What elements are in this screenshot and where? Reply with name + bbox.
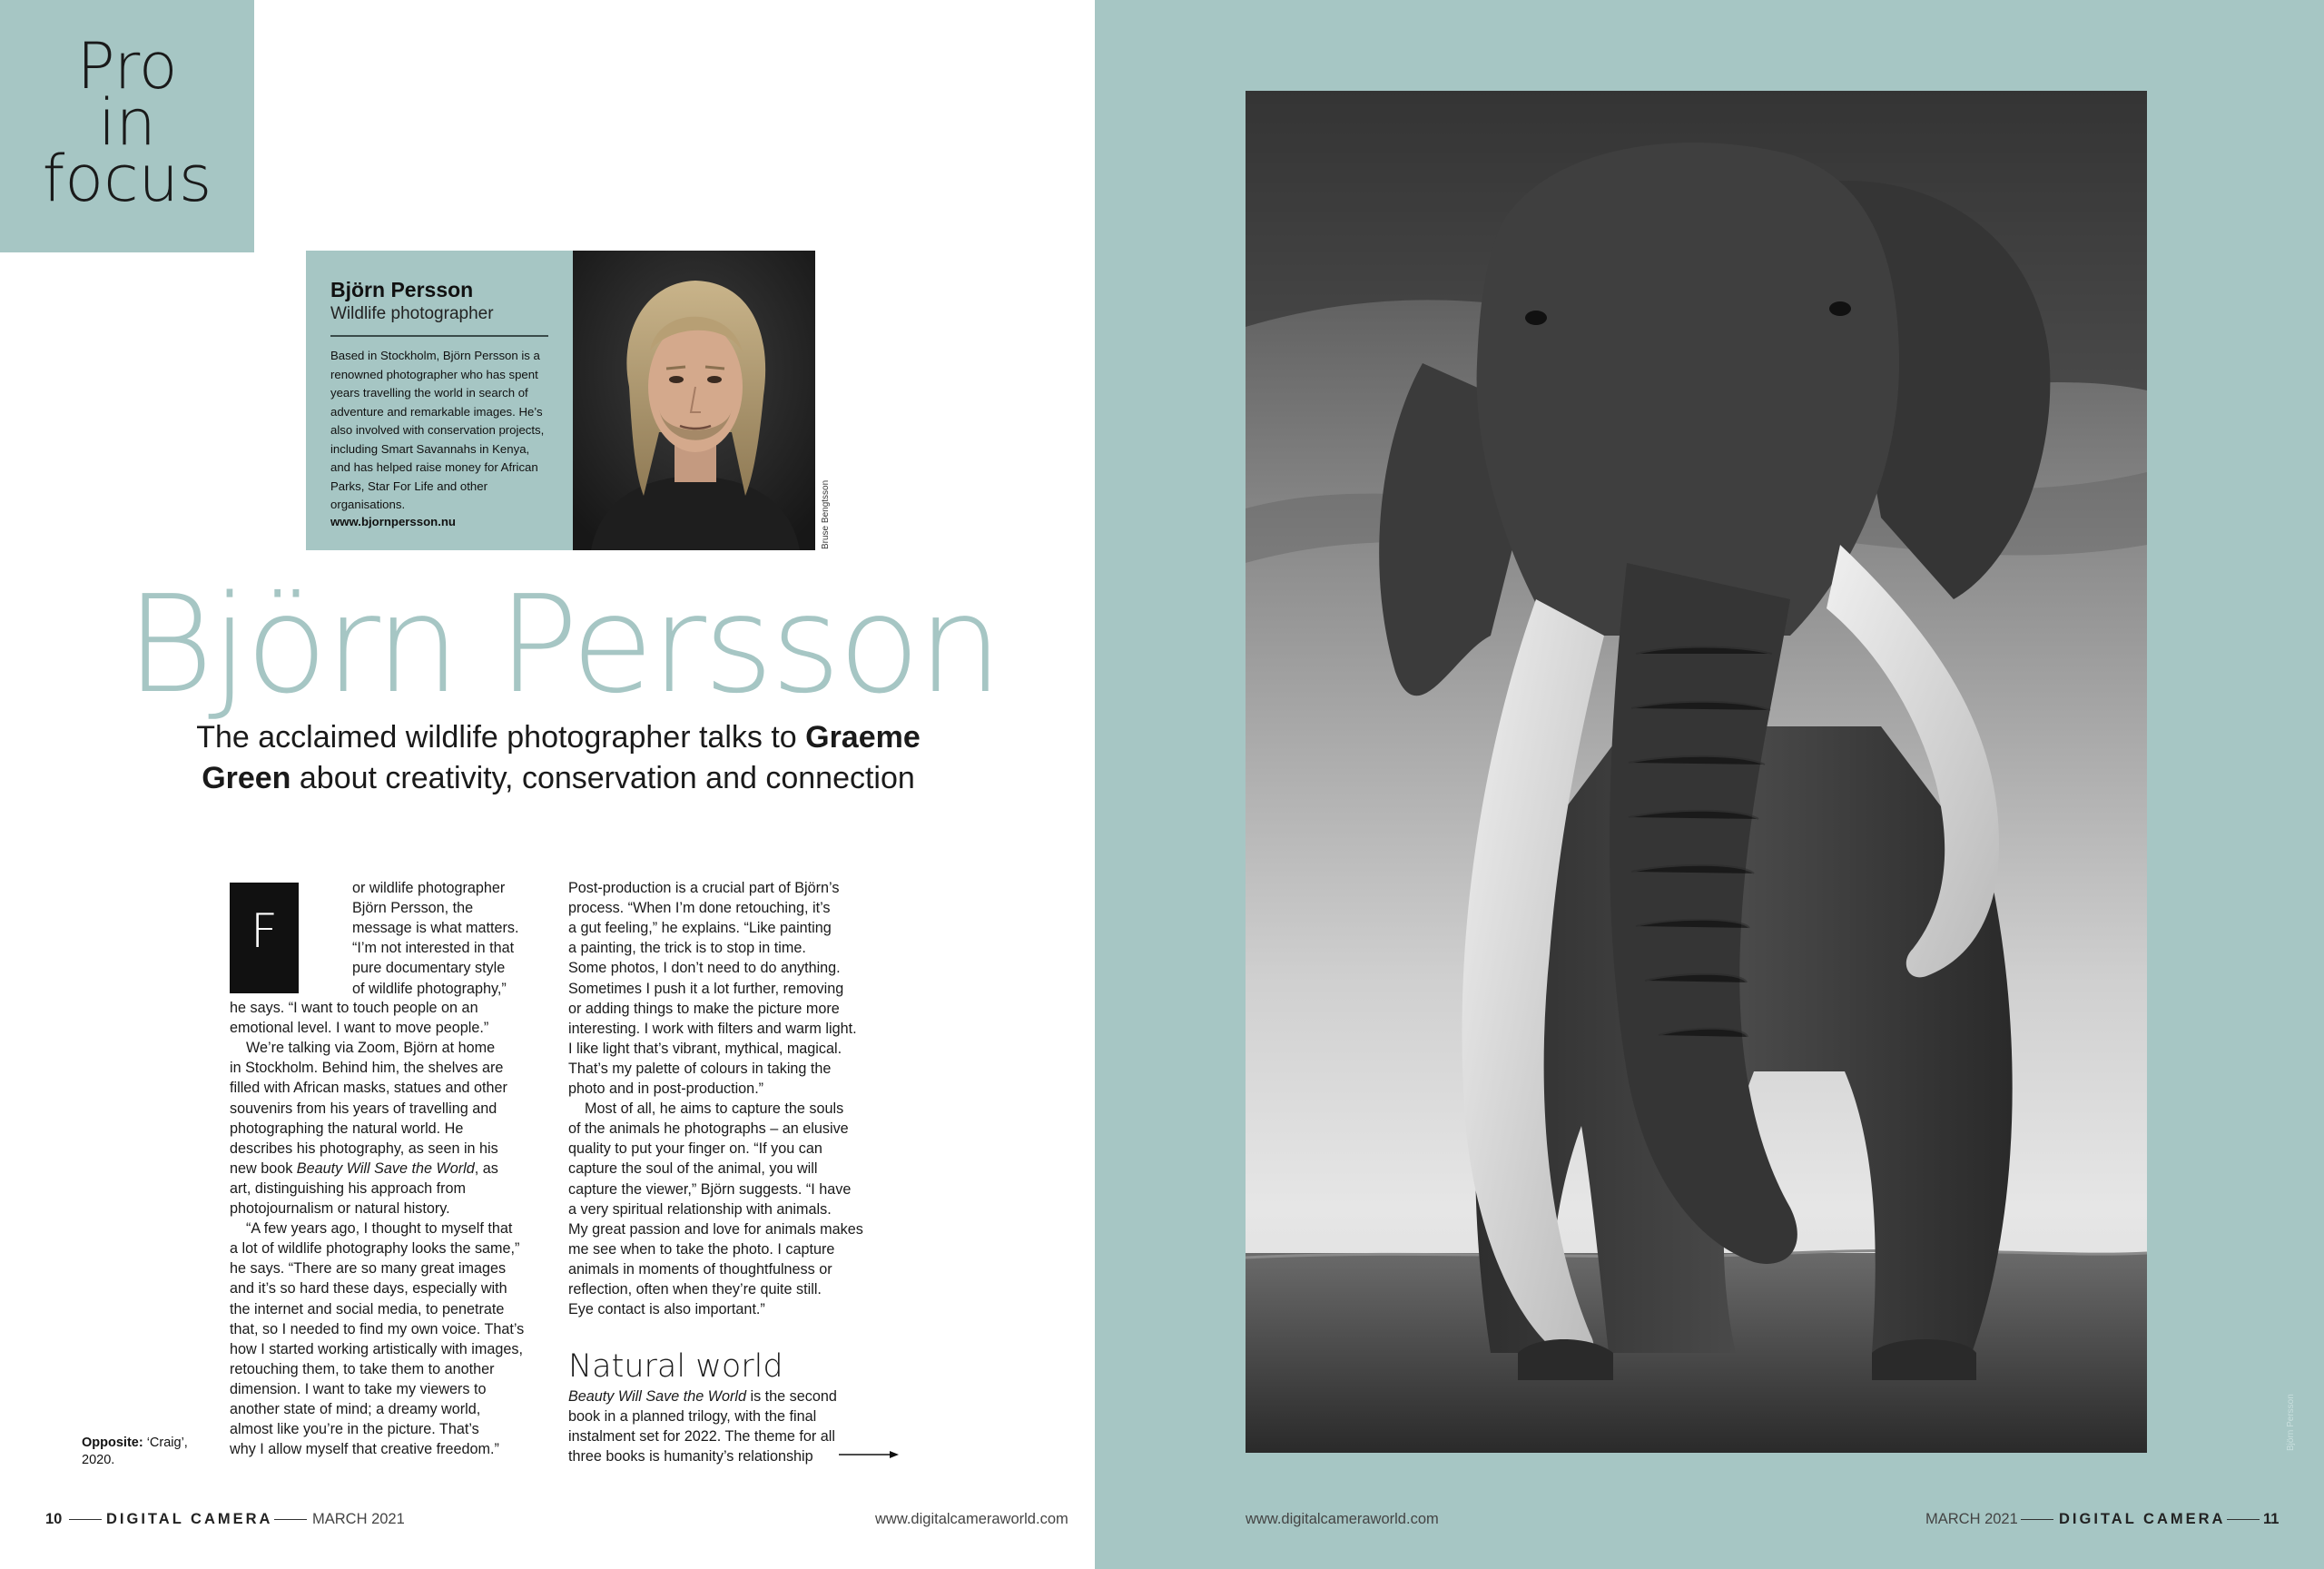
body-text-line: how I started working artistically with images, bbox=[230, 1340, 523, 1357]
section-tab-line: focus bbox=[42, 142, 212, 216]
body-text-line: interesting. I work with filters and warm light. bbox=[568, 1020, 857, 1037]
body-text-line: filled with African masks, statues and other bbox=[230, 1080, 507, 1097]
body-text-line: Most of all, he aims to capture the souls bbox=[585, 1100, 844, 1118]
body-text-line: photojournalism or natural history. bbox=[230, 1200, 450, 1217]
caption-label: Opposite: bbox=[82, 1436, 143, 1450]
body-text-line: another state of mind; a dreamy world, bbox=[230, 1401, 481, 1417]
profile-name: Björn Persson bbox=[330, 278, 474, 301]
body-text-line: three books is humanity’s relationship bbox=[568, 1448, 813, 1465]
body-text-line: Björn Persson, the bbox=[352, 900, 474, 917]
footer-rule bbox=[274, 1519, 307, 1520]
standfirst bbox=[191, 717, 926, 799]
profile-bio: Based in Stockholm, Björn Persson is a renowned photographer who has spent years travelling the world in search of adventure and remarkable images. He’s also involved with conservation projects, including Smart Savannahs in Kenya, and has helped raise money for African Parks, Star For Life and other organisations. bbox=[330, 349, 545, 511]
body-text-line: dimension. I want to take my viewers to bbox=[230, 1380, 487, 1397]
body-text-line: photo and in post-production.” bbox=[568, 1081, 764, 1097]
body-text-line: reflection, often when they’re quite still. bbox=[568, 1281, 822, 1298]
footer-date: MARCH 2021 bbox=[312, 1511, 405, 1527]
footer-rule bbox=[2227, 1519, 2260, 1520]
standfirst-interviewer: Graeme Green bbox=[202, 720, 921, 795]
headline: Björn Persson bbox=[125, 567, 1000, 723]
body-text-line: the internet and social media, to penetrate bbox=[230, 1300, 505, 1317]
body-text-line: a gut feeling,” he explains. “Like painting bbox=[568, 920, 832, 937]
footer-magazine-name-right: DIGITAL CAMERA bbox=[2059, 1511, 2226, 1527]
body-text-line: My great passion and love for animals makes bbox=[568, 1220, 863, 1238]
body-text-line: animals in moments of thoughtfulness or bbox=[568, 1260, 832, 1278]
body-text-line: me see when to take the photo. I capture bbox=[568, 1240, 835, 1258]
body-text-line: Post-production is a crucial part of Björn’s bbox=[568, 880, 840, 896]
section-tab bbox=[0, 0, 254, 252]
body-text-line: of the animals he photographs – an elusive bbox=[568, 1120, 849, 1138]
body-text-line: That’s my palette of colours in taking the bbox=[568, 1060, 832, 1077]
body-text-line: in Stockholm. Behind him, the shelves are bbox=[230, 1060, 504, 1077]
body-text-line: We’re talking via Zoom, Björn at home bbox=[246, 1040, 496, 1057]
left-page bbox=[0, 0, 1095, 1569]
body-text-line: quality to put your finger on. “If you can bbox=[568, 1140, 822, 1158]
footer-page-number: 10 bbox=[45, 1511, 63, 1527]
body-text-line: Beauty Will Save the World is the second bbox=[568, 1388, 837, 1405]
elephant-illustration bbox=[1246, 91, 2147, 1453]
body-text-line: or adding things to make the picture more bbox=[568, 1000, 840, 1017]
body-text-line: why I allow myself that creative freedom.” bbox=[230, 1441, 499, 1458]
body-text-line: message is what matters. bbox=[352, 920, 519, 937]
body-text-line: photographing the natural world. He bbox=[230, 1120, 464, 1137]
portrait-illustration bbox=[573, 251, 815, 550]
body-text-line: of wildlife photography,” bbox=[352, 980, 507, 997]
profile-url[interactable]: www.bjornpersson.nu bbox=[330, 514, 456, 528]
body-text-line: Eye contact is also important.” bbox=[568, 1301, 765, 1318]
body-text-line: or wildlife photographer bbox=[352, 880, 506, 896]
dropcap bbox=[230, 883, 299, 993]
section-tab-line: in bbox=[98, 85, 156, 160]
body-text-line: I like light that’s vibrant, mythical, magical. bbox=[568, 1040, 842, 1057]
profile-box bbox=[306, 251, 815, 550]
body-text-line: Sometimes I push it a lot further, removing bbox=[568, 980, 844, 997]
body-text-line: that, so I needed to find my own voice. That’s bbox=[230, 1320, 525, 1337]
body-text-line: art, distinguishing his approach from bbox=[230, 1179, 467, 1197]
caption-text: ‘Craig’, 2020. bbox=[82, 1436, 188, 1467]
body-text-line: he says. “There are so many great images bbox=[230, 1260, 507, 1278]
footer-rule bbox=[2021, 1519, 2053, 1520]
body-text-line: capture the viewer,” Björn suggests. “I have bbox=[568, 1180, 852, 1198]
standfirst-part2: about creativity, conservation and connection bbox=[290, 761, 915, 795]
body-text-line: a very spiritual relationship with animals. bbox=[568, 1200, 832, 1218]
body-text-line: Some photos, I don’t need to do anything. bbox=[568, 960, 841, 977]
body-text-line: a lot of wildlife photography looks the same,” bbox=[230, 1240, 520, 1258]
body-text-line: a painting, the trick is to stop in time. bbox=[568, 940, 806, 957]
body-text-line: process. “When I’m done retouching, it’s bbox=[568, 900, 831, 917]
dropcap-letter: F bbox=[251, 904, 278, 959]
subhead: Natural world bbox=[568, 1348, 783, 1385]
body-text-line: he says. “I want to touch people on an bbox=[230, 1000, 478, 1016]
elephant-photo bbox=[1246, 91, 2147, 1453]
body-text-line: retouching them, to take them to another bbox=[230, 1360, 495, 1377]
footer-url-right[interactable]: www.digitalcameraworld.com bbox=[1246, 1511, 1439, 1527]
portrait-credit: Bruse Bengtsson bbox=[821, 479, 831, 549]
body-text-line: describes his photography, as seen in his bbox=[230, 1140, 498, 1157]
body-text-line: “I’m not interested in that bbox=[352, 940, 515, 957]
body-text-line: capture the soul of the animal, you will bbox=[568, 1160, 818, 1178]
body-text-line: and it’s so hard these days, especially with bbox=[230, 1280, 507, 1298]
photo-caption bbox=[82, 1435, 209, 1469]
portrait-photo bbox=[573, 251, 815, 550]
body-text-line: pure documentary style bbox=[352, 960, 506, 977]
footer-rule bbox=[69, 1519, 102, 1520]
body-text-line: almost like you’re in the picture. That’s bbox=[230, 1421, 479, 1438]
section-tab-line: Pro bbox=[76, 29, 178, 104]
body-text-line: instalment set for 2022. The theme for all bbox=[568, 1428, 835, 1446]
standfirst-part1: The acclaimed wildlife photographer talks to bbox=[196, 720, 806, 755]
footer-date-right: MARCH 2021 bbox=[1925, 1511, 2018, 1527]
body-text-line: book in a planned trilogy, with the final bbox=[568, 1408, 817, 1426]
footer-page-number-right: 11 bbox=[2263, 1511, 2280, 1527]
elephant-photo-credit: Björn Persson bbox=[2286, 1394, 2296, 1451]
profile-text bbox=[330, 278, 548, 528]
footer-magazine-name: DIGITAL CAMERA bbox=[106, 1511, 273, 1527]
body-text-line: new book Beauty Will Save the World, as bbox=[230, 1159, 498, 1177]
profile-role: Wildlife photographer bbox=[330, 304, 548, 337]
body-text-line: “A few years ago, I thought to myself that bbox=[246, 1220, 513, 1238]
body-text-line: souvenirs from his years of travelling and bbox=[230, 1100, 497, 1117]
body-text-line: emotional level. I want to move people.” bbox=[230, 1020, 489, 1037]
continue-arrow-icon bbox=[839, 1450, 899, 1459]
footer-url[interactable]: www.digitalcameraworld.com bbox=[875, 1511, 1068, 1527]
